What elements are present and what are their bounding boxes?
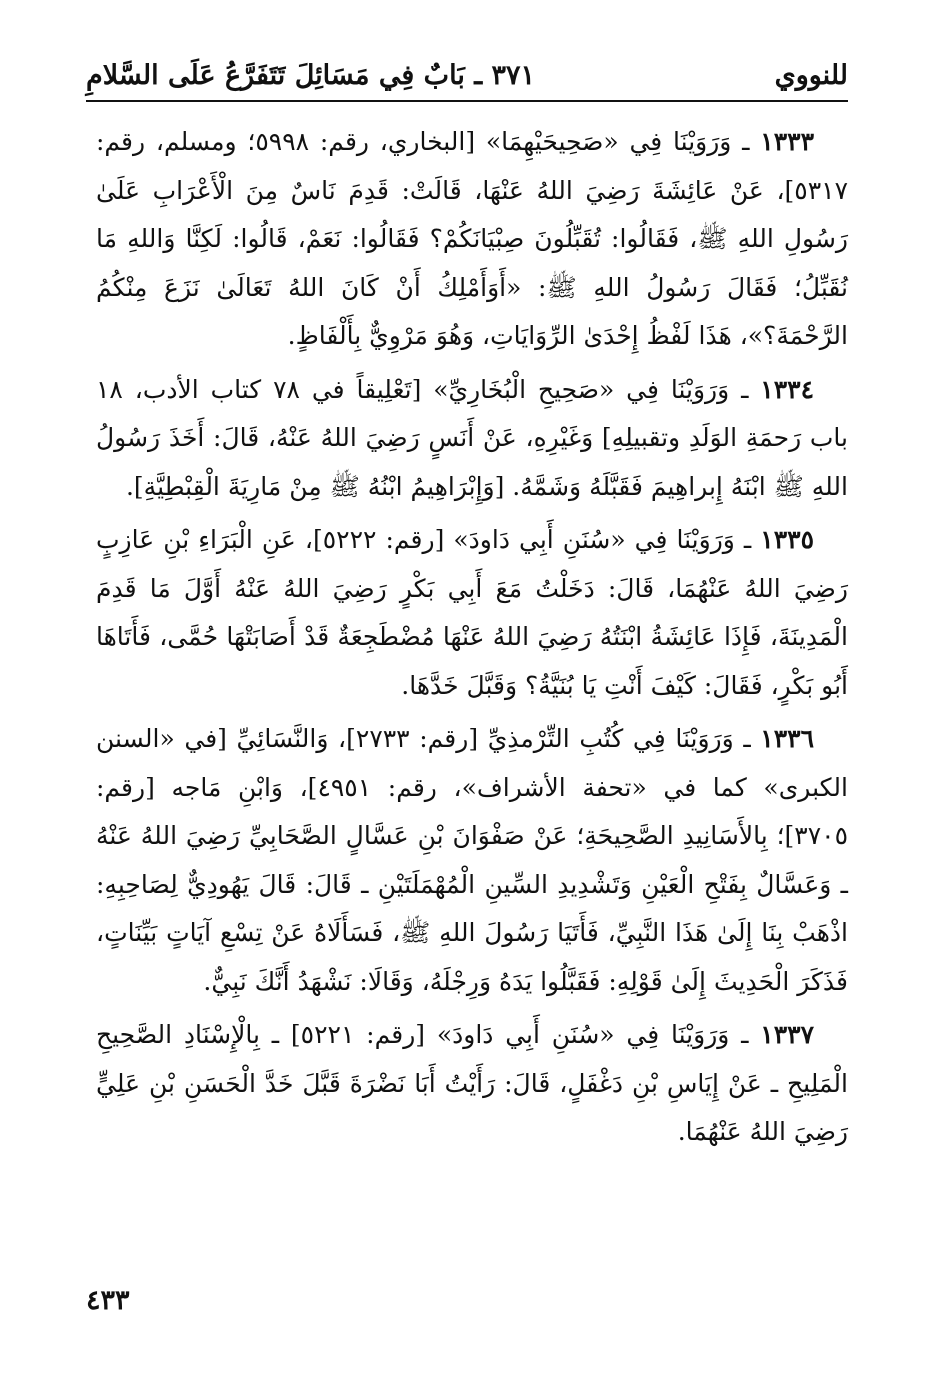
hadith-text: ـ وَرَوَيْنَا فِي «صَحِيحَيْهِمَا» [البخاري، رقم: ٥٩٩٨؛ ومسلم، رقم: ٥٣١٧]، عَنْ عَائِشَةَ رَضِيَ اللهُ عَنْهَا، قَالَتْ: قَدِمَ نَاسٌ مِنَ الْأَعْرَابِ عَلَىٰ رَسُولِ اللهِ ﷺ، فَقَالُوا: تُقَبِّلُونَ صِبْيَانَكُمْ؟ فَقَالُوا: نَعَمْ، قَالُوا: لَكِنَّا وَاللهِ مَا نُقَبِّلُ؛ فَقَالَ رَسُولُ اللهِ ﷺ: «أَوَأَمْلِكُ أَنْ كَانَ اللهُ تَعَالَىٰ نَزَعَ مِنْكُمُ الرَّحْمَةَ؟»، هَذَا لَفْظُ إِحْدَىٰ الرِّوَايَاتِ، وَهُوَ مَرْوِيٌّ بِأَلْفَاظٍ. (96, 127, 848, 350)
hadith-entry (96, 516, 848, 710)
page-body (96, 118, 848, 1162)
hadith-number: ١٣٣٣ (760, 127, 814, 156)
page-number: ٤٣٣ (86, 1285, 130, 1316)
hadith-entry (96, 366, 848, 512)
hadith-number: ١٣٣٧ (760, 1020, 815, 1049)
hadith-number: ١٣٣٤ (760, 374, 814, 404)
hadith-text: ـ وَرَوَيْنَا فِي «صَحِيحِ الْبُخَارِيِّ» [تَعْلِيقاً في ٧٨ كتاب الأدب، ١٨ باب رَحمَةِ الوَلَدِ وتقبيلِهِ] وَغَيْرِهِ، عَنْ أَنَسٍ رَضِيَ اللهُ عَنْهُ، قَالَ: أَخَذَ رَسُولُ اللهِ ﷺ ابْنَهُ إِبراهِيمَ فَقَبَّلَهُ وَشَمَّهُ. [وَإِبْرَاهِيمُ ابْنُهُ ﷺ مِنْ مَارِيَةَ الْقِبْطِيَّةِ]. (96, 374, 848, 501)
hadith-number: ١٣٣٥ (760, 525, 814, 554)
chapter-title: ٣٧١ ـ بَابٌ فِي مَسَائِلَ تَتَفَرَّعُ عَلَى السَّلامِ (86, 59, 536, 91)
hadith-text: ـ وَرَوَيْنَا فِي كُتُبِ التِّرْمذِيِّ [رقم: ٢٧٣٣]، وَالنَّسَائِيِّ [في «السنن الكبرى» كما في «تحفة الأشراف»، رقم: ٤٩٥١]، وَابْنِ مَاجه [رقم: ٣٧٠٥]؛ بِالأَسَانِيدِ الصَّحِيحَةِ؛ عَنْ صَفْوَانَ بْنِ عَسَّالٍ الصَّحَابِيِّ رَضِيَ اللهُ عَنْهُ ـ وَعَسَّالٌ بِفَتْحِ الْعَيْنِ وَتَشْدِيدِ السِّينِ الْمُهْمَلَتَيْنِ ـ قَالَ: قَالَ يَهُودِيٌّ لِصَاحِبِهِ: اذْهَبْ بِنَا إِلَىٰ هَذَا النَّبِيِّ، فَأَتَيَا رَسُولَ اللهِ ﷺ، فَسَأَلَاهُ عَنْ تِسْعِ آيَاتٍ بَيِّنَاتٍ، فَذَكَرَ الْحَدِيثَ إِلَىٰ قَوْلِهِ: فَقَبَّلُوا يَدَهُ وَرِجْلَهُ، وَقَالَا: نَشْهَدُ أَنَّكَ نَبِيٌّ. (96, 724, 848, 996)
header-author: للنووي (774, 59, 848, 91)
running-header (86, 52, 848, 98)
hadith-text: ـ وَرَوَيْنَا فِي «سُنَنِ أَبِي دَاودَ» [رقم: ٥٢٢٢]، عَنِ الْبَرَاءِ بْنِ عَازِبٍ رَضِيَ اللهُ عَنْهُمَا، قَالَ: دَخَلْتُ مَعَ أَبِي بَكْرٍ رَضِيَ اللهُ عَنْهُ أَوَّلَ مَا قَدِمَ الْمَدِينَةَ، فَإِذَا عَائِشَةُ ابْنَتُهُ رَضِيَ اللهُ عَنْهَا مُضْطَجِعَةٌ قَدْ أَصَابَتْهَا حُمَّى، فَأَتَاهَا أَبُو بَكْرٍ، فَقَالَ: كَيْفَ أَنْتِ يَا بُنَيَّةُ؟ وَقَبَّلَ خَدَّهَا. (96, 525, 848, 700)
hadith-entry (96, 118, 848, 361)
hadith-number: ١٣٣٦ (760, 724, 814, 753)
hadith-entry (96, 715, 848, 1006)
hadith-text: ـ وَرَوَيْنَا فِي «سُنَنِ أَبِي دَاودَ» [رقم: ٥٢٢١] ـ بِالْإِسْنَادِ الصَّحِيحِ الْمَلِيحِ ـ عَنْ إِيَاسِ بْنِ دَغْفَلٍ، قَالَ: رَأَيْتُ أَبَا نَضْرَةَ قَبَّلَ خَدَّ الْحَسَنِ بْنِ عَلِيٍّ رَضِيَ اللهُ عَنْهُمَا. (96, 1020, 848, 1146)
hadith-entry (96, 1011, 848, 1157)
header-divider (86, 100, 848, 102)
